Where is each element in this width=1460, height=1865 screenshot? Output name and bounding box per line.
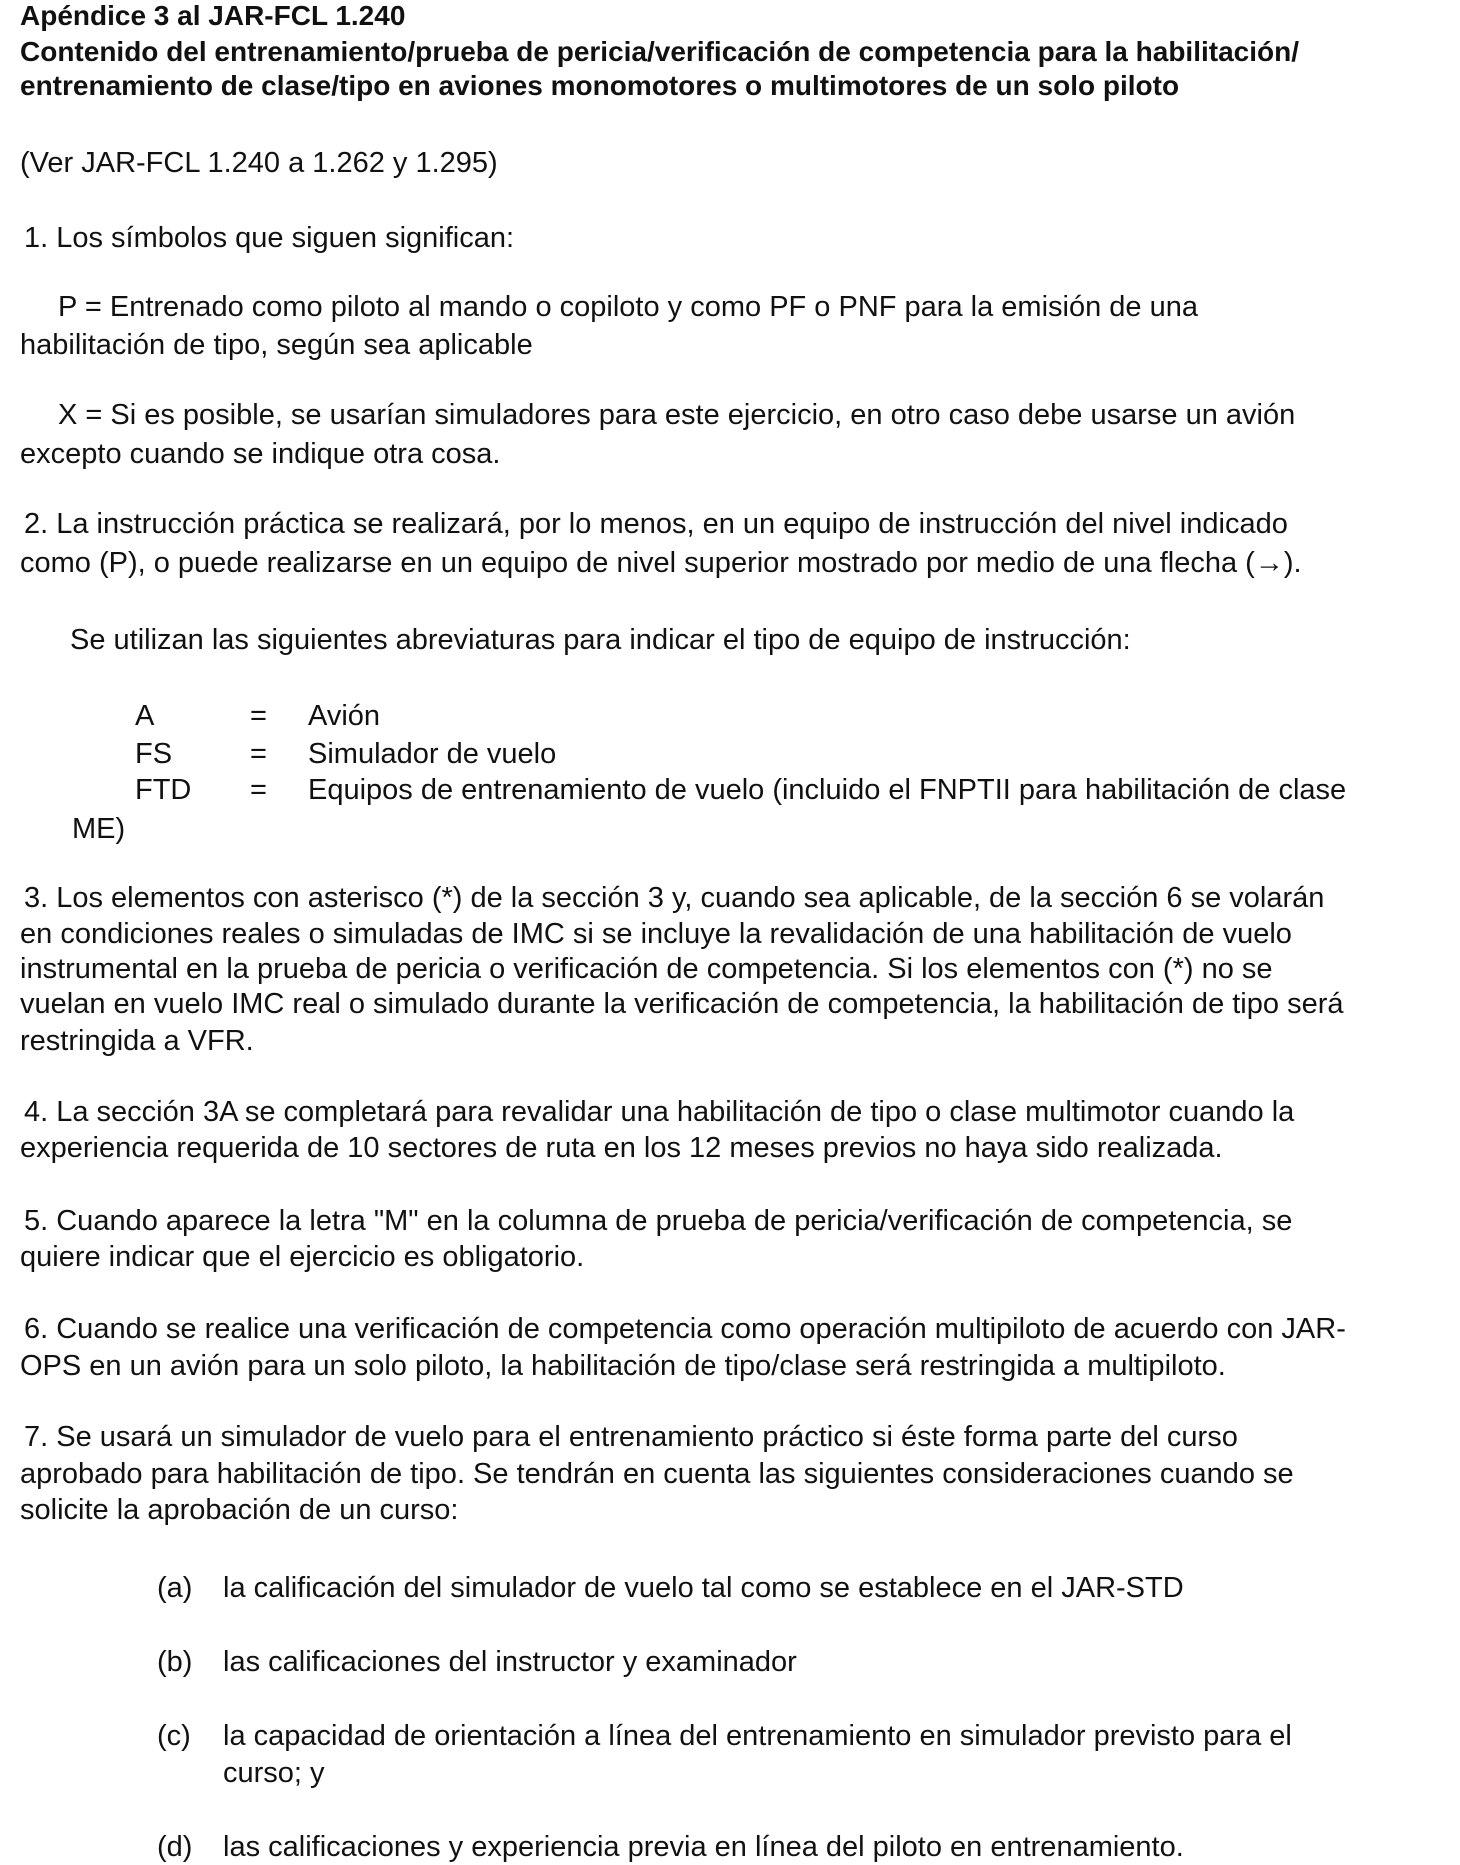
list-item-text: las calificaciones del instructor y examinador — [223, 1646, 797, 1678]
section-4-line-1: 4. La sección 3A se completará para revalidar una habilitación de tipo o clase multimotor cuando la — [24, 1096, 1295, 1128]
abbreviations-intro: Se utilizan las siguientes abreviaturas para indicar el tipo de equipo de instrucción: — [70, 624, 1131, 656]
abbreviation-code: FS — [135, 738, 173, 770]
symbol-p-definition-line-2: habilitación de tipo, según sea aplicable — [20, 329, 533, 361]
section-4-line-2: experiencia requerida de 10 sectores de ruta en los 12 meses previos no haya sido realizada. — [20, 1132, 1223, 1164]
section-6-line-1: 6. Cuando se realice una verificación de competencia como operación multipiloto de acuerdo con JAR- — [24, 1313, 1346, 1345]
symbol-x-definition-line-1: X = Si es posible, se usarían simuladores para este ejercicio, en otro caso debe usarse un avión — [58, 399, 1296, 431]
section-2-line-2: como (P), o puede realizarse en un equipo de nivel superior mostrado por medio de una flecha (→). — [20, 547, 1302, 579]
list-item-text: las calificaciones y experiencia previa en línea del piloto en entrenamiento. — [223, 1831, 1184, 1863]
list-item-label: (d) — [157, 1831, 193, 1863]
section-1-lead: 1. Los símbolos que siguen significan: — [24, 222, 515, 254]
abbreviation-meaning: Simulador de vuelo — [308, 738, 557, 770]
section-3-line-2: en condiciones reales o simuladas de IMC si se incluye la revalidación de una habilitación de vuelo — [20, 918, 1292, 950]
section-7-line-1: 7. Se usará un simulador de vuelo para el entrenamiento práctico si éste forma parte del curso — [24, 1421, 1238, 1453]
appendix-title: Apéndice 3 al JAR-FCL 1.240 — [20, 0, 406, 31]
reference-line: (Ver JAR-FCL 1.240 a 1.262 y 1.295) — [20, 147, 498, 179]
section-3-line-4: vuelan en vuelo IMC real o simulado durante la verificación de competencia, la habilitación de tipo será — [20, 988, 1344, 1020]
subtitle-line-1: Contenido del entrenamiento/prueba de pericia/verificación de competencia para la habilitación/ — [20, 36, 1299, 67]
abbreviation-meaning: Equipos de entrenamiento de vuelo (incluido el FNPTII para habilitación de clase — [308, 774, 1347, 806]
list-item-text-continuation: curso; y — [223, 1757, 325, 1789]
symbol-x-definition-line-2: excepto cuando se indique otra cosa. — [20, 438, 501, 470]
abbreviation-code: FTD — [135, 774, 192, 806]
subtitle-line-2: entrenamiento de clase/tipo en aviones monomotores o multimotores de un solo piloto — [20, 70, 1180, 101]
section-6-line-2: OPS en un avión para un solo piloto, la habilitación de tipo/clase será restringida a multipiloto. — [20, 1350, 1226, 1382]
abbreviation-meaning: Avión — [308, 700, 381, 732]
abbreviation-equals: = — [250, 774, 267, 806]
list-item-text: la capacidad de orientación a línea del entrenamiento en simulador previsto para el — [223, 1720, 1292, 1752]
list-item-text: la calificación del simulador de vuelo tal como se establece en el JAR-STD — [223, 1572, 1184, 1604]
list-item-label: (a) — [157, 1572, 193, 1604]
symbol-p-definition-line-1: P = Entrenado como piloto al mando o copiloto y como PF o PNF para la emisión de una — [58, 291, 1198, 323]
section-7-line-3: solicite la aprobación de un curso: — [20, 1494, 459, 1526]
abbreviation-continuation: ME) — [72, 813, 126, 845]
list-item-label: (c) — [157, 1720, 191, 1752]
abbreviation-code: A — [135, 700, 155, 732]
abbreviation-equals: = — [250, 738, 267, 770]
section-5-line-2: quiere indicar que el ejercicio es obligatorio. — [20, 1241, 585, 1273]
section-3-line-5: restringida a VFR. — [20, 1025, 254, 1057]
section-2-line-1: 2. La instrucción práctica se realizará, por lo menos, en un equipo de instrucción del nivel indicado — [24, 508, 1288, 540]
section-3-line-3: instrumental en la prueba de pericia o verificación de competencia. Si los elementos con (*) no se — [20, 953, 1273, 985]
abbreviation-equals: = — [250, 700, 267, 732]
list-item-label: (b) — [157, 1646, 193, 1678]
section-5-line-1: 5. Cuando aparece la letra "M" en la columna de prueba de pericia/verificación de competencia, se — [24, 1205, 1293, 1237]
section-7-line-2: aprobado para habilitación de tipo. Se tendrán en cuenta las siguientes consideraciones cuando se — [20, 1458, 1294, 1490]
section-3-line-1: 3. Los elementos con asterisco (*) de la sección 3 y, cuando sea aplicable, de la sección 6 se volarán — [24, 882, 1325, 914]
